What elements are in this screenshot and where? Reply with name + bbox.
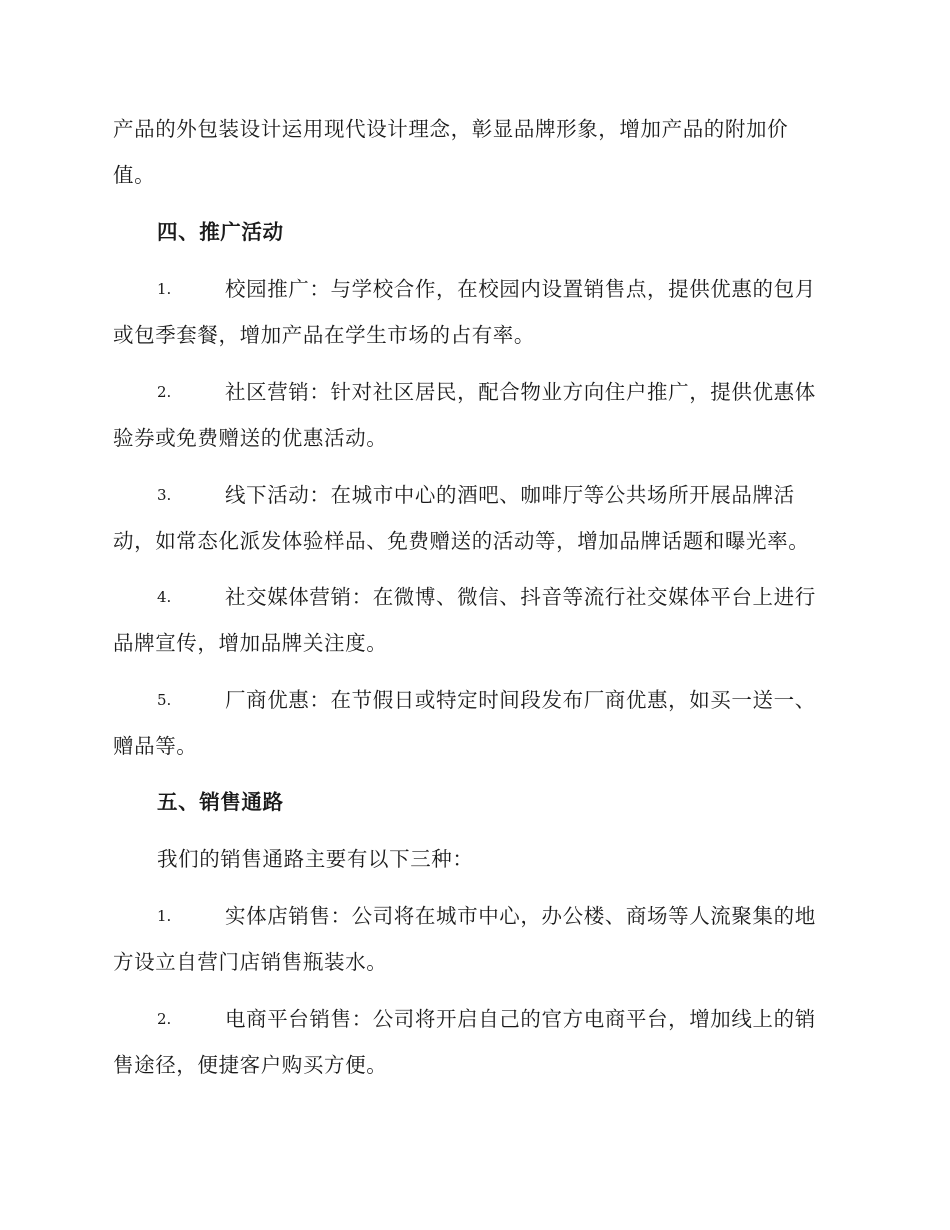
list-item-text: 社区营销：针对社区居民，配合物业方向住户推广，提供优惠体 bbox=[225, 380, 816, 404]
list-item-continuation: 或包季套餐，增加产品在学生市场的占有率。 bbox=[113, 323, 535, 347]
list-item-number: 2. bbox=[157, 1010, 172, 1028]
list-item-text: 厂商优惠：在节假日或特定时间段发布厂商优惠，如买一送一、 bbox=[225, 688, 816, 712]
list-item-continuation: 验券或免费赠送的优惠活动。 bbox=[113, 426, 388, 450]
section-heading-promotion: 四、推广活动 bbox=[157, 220, 284, 244]
list-item-number: 1. bbox=[157, 907, 172, 925]
list-item-text: 电商平台销售：公司将开启自己的官方电商平台，增加线上的销 bbox=[225, 1007, 816, 1031]
section-intro: 我们的销售通路主要有以下三种： bbox=[157, 847, 474, 871]
list-item-number: 3. bbox=[157, 486, 172, 504]
intro-line-2: 值。 bbox=[113, 163, 156, 187]
list-item-text: 线下活动：在城市中心的酒吧、咖啡厅等公共场所开展品牌活 bbox=[225, 483, 795, 507]
list-item-number: 2. bbox=[157, 383, 172, 401]
list-item-number: 5. bbox=[157, 691, 172, 709]
list-item-continuation: 方设立自营门店销售瓶装水。 bbox=[113, 950, 388, 974]
list-item-continuation: 品牌宣传，增加品牌关注度。 bbox=[113, 631, 388, 655]
list-item-continuation: 动，如常态化派发体验样品、免费赠送的活动等，增加品牌话题和曝光率。 bbox=[113, 529, 810, 553]
list-item-number: 4. bbox=[157, 588, 172, 606]
list-item-number: 1. bbox=[157, 280, 172, 298]
list-item-continuation: 赠品等。 bbox=[113, 734, 198, 758]
list-item-text: 实体店销售：公司将在城市中心，办公楼、商场等人流聚集的地 bbox=[225, 904, 816, 928]
list-item-text: 社交媒体营销：在微博、微信、抖音等流行社交媒体平台上进行 bbox=[225, 585, 816, 609]
section-heading-sales-channels: 五、销售通路 bbox=[157, 790, 284, 814]
intro-line-1: 产品的外包装设计运用现代设计理念，彰显品牌形象，增加产品的附加价 bbox=[113, 117, 789, 141]
list-item-text: 校园推广：与学校合作，在校园内设置销售点，提供优惠的包月 bbox=[225, 277, 816, 301]
list-item-continuation: 售途径，便捷客户购买方便。 bbox=[113, 1053, 388, 1077]
